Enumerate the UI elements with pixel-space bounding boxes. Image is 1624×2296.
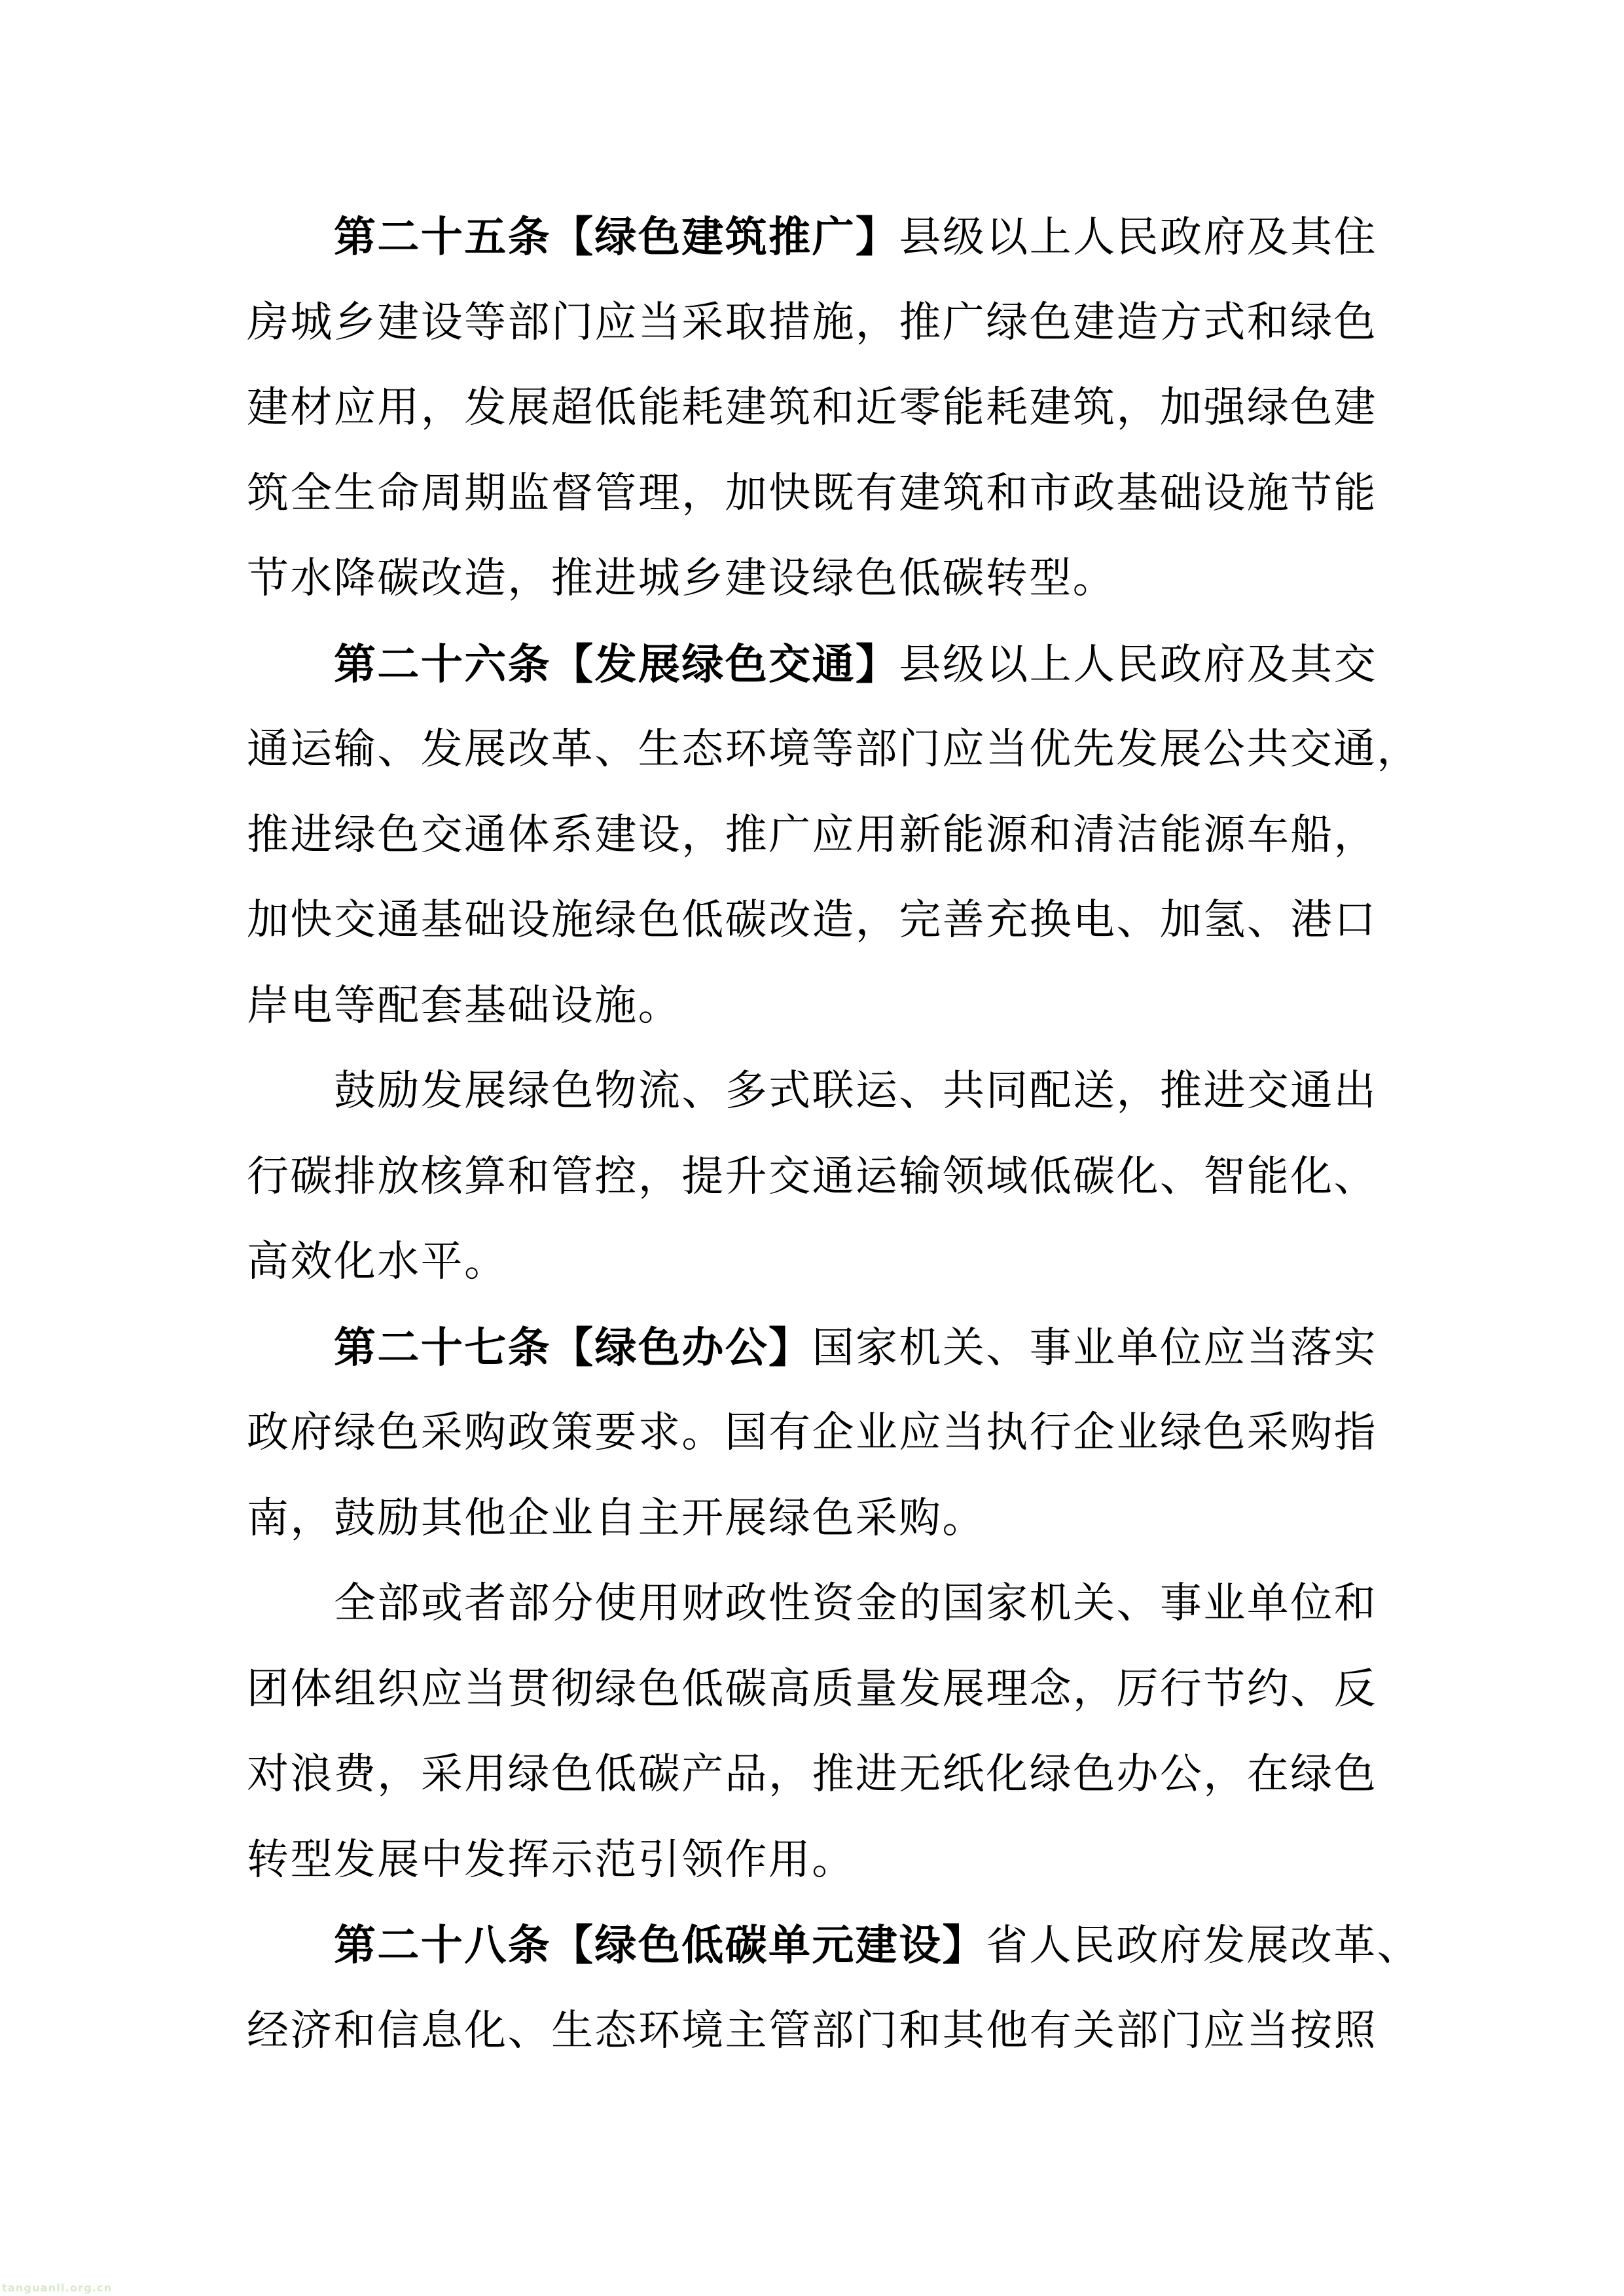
text-line [247, 1134, 1377, 1220]
body-text: 对浪费，采用绿色低碳产品，推进无纸化绿色办公，在绿色 [247, 1751, 1377, 1797]
text-line [247, 536, 1377, 622]
body-text: 筑全生命周期监督管理，加快既有建筑和市政基础设施节能 [247, 469, 1377, 516]
body-text: 转型发展中发挥示范引领作用。 [247, 1836, 856, 1883]
body-text: 房城乡建设等部门应当采取措施，推广绿色建造方式和绿色 [247, 298, 1377, 346]
watermark: tanguanli.org.cn [2, 2282, 113, 2294]
body-text: 全部或者部分使用财政性资金的国家机关、事业单位和 [334, 1580, 1377, 1626]
text-line [247, 365, 1377, 451]
article-heading: 第二十五条【绿色建筑推广】 [334, 213, 899, 260]
text-line [247, 1390, 1377, 1476]
body-text: 节水降碳改造，推进城乡建设绿色低碳转型。 [247, 555, 1116, 601]
body-text: 推进绿色交通体系建设，推广应用新能源和清洁能源车船， [247, 811, 1377, 858]
text-line [247, 1305, 1377, 1391]
text-line [247, 1049, 1377, 1134]
text-line [247, 451, 1377, 537]
text-line [247, 1476, 1377, 1562]
body-text: 高效化水平。 [247, 1238, 508, 1285]
text-line [247, 707, 1420, 793]
article-heading: 第二十六条【发展绿色交通】 [334, 640, 899, 688]
text-line [247, 793, 1377, 878]
body-text: 县级以上人民政府及其住 [899, 214, 1377, 260]
body-text: 国家机关、事业单位应当落实 [812, 1324, 1377, 1371]
text-line [247, 1732, 1377, 1818]
body-text: 政府绿色采购政策要求。国有企业应当执行企业绿色采购指 [247, 1409, 1377, 1456]
text-line [247, 280, 1377, 366]
body-text: 经济和信息化、生态环境主管部门和其他有关部门应当按照 [247, 2007, 1377, 2054]
text-line [247, 1903, 1420, 1988]
body-text: 行碳排放核算和管控，提升交通运输领域低碳化、智能化、 [247, 1153, 1377, 1200]
body-text: 省人民政府发展改革、 [986, 1922, 1420, 1969]
text-line [247, 1647, 1377, 1732]
body-text: 南，鼓励其他企业自主开展绿色采购。 [247, 1494, 986, 1541]
body-text: 通运输、发展改革、生态环境等部门应当优先发展公共交通， [247, 726, 1420, 772]
text-line [247, 1988, 1377, 2074]
text-line [247, 194, 1377, 280]
body-text: 加快交通基础设施绿色低碳改造，完善充换电、加氢、港口 [247, 897, 1377, 943]
body-text: 团体组织应当贯彻绿色低碳高质量发展理念，厉行节约、反 [247, 1665, 1377, 1712]
text-block [247, 194, 1420, 2073]
article-heading: 第二十七条【绿色办公】 [334, 1323, 812, 1371]
text-line [247, 622, 1377, 708]
body-text: 建材应用，发展超低能耗建筑和近零能耗建筑，加强绿色建 [247, 384, 1377, 431]
body-text: 县级以上人民政府及其交 [899, 641, 1377, 688]
text-line [247, 1219, 1377, 1305]
body-text: 鼓励发展绿色物流、多式联运、共同配送，推进交通出 [334, 1067, 1377, 1114]
text-line [247, 878, 1377, 963]
text-line [247, 1561, 1377, 1647]
text-line [247, 1818, 1377, 1903]
body-text: 岸电等配套基础设施。 [247, 982, 681, 1029]
article-heading: 第二十八条【绿色低碳单元建设】 [334, 1922, 986, 1969]
text-line [247, 963, 1377, 1049]
